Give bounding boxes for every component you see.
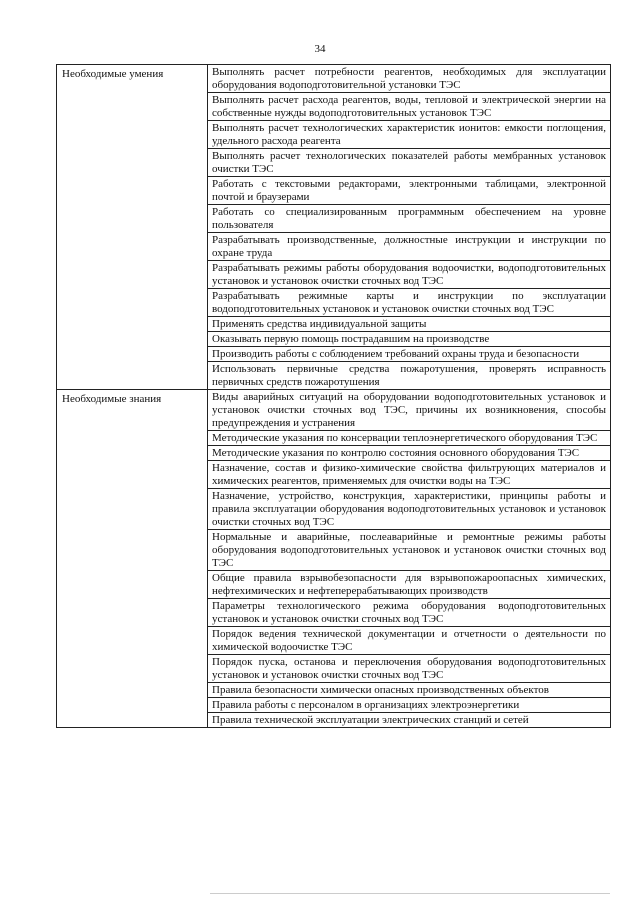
list-item: Разрабатывать производственные, должностные инструкции и инструкции по охране труда [208,233,610,261]
list-item: Правила технической эксплуатации электрических станций и сетей [212,714,529,726]
list-item: Работать с текстовыми редакторами, электронными таблицами, электронной почтой и браузерами [208,177,610,205]
list-item: Общие правила взрывобезопасности для взрывопожароопасных химических, нефтехимических и нефтеперерабатывающих производств [208,571,610,599]
section-label-knowledge: Необходимые знания [57,390,208,728]
list-item: Применять средства индивидуальной защиты [208,317,610,332]
list-item: Нормальные и аварийные, послеаварийные и ремонтные режимы работы оборудования водоподготовительных установок и установок очистки сточных вод ТЭС [208,530,610,571]
page-edge-line [210,893,610,895]
table-row-knowledge [57,390,611,728]
list-item: Параметры технологического режима оборудования водоподготовительных установок и установок очистки сточных вод ТЭС [208,599,610,627]
list-item: Виды аварийных ситуаций на оборудовании водоподготовительных установок и установок очистки сточных вод ТЭС, причины их возникновения, способы предупреждения и устранения [208,390,610,431]
list-item: Порядок пуска, останова и переключения оборудования водоподготовительных установок и установок очистки сточных вод ТЭС [208,655,610,683]
list-item: Назначение, устройство, конструкция, характеристики, принципы работы и правила эксплуатации оборудования водоподготовительных установок и установок очистки сточных вод ТЭС [208,489,610,530]
list-item: Разрабатывать режимы работы оборудования водоочистки, водоподготовительных установок и установок очистки сточных вод ТЭС [208,261,610,289]
list-item: Использовать первичные средства пожаротушения, проверять исправность первичных средств пожаротушения [212,363,606,388]
list-item: Правила работы с персоналом в организациях электроэнергетики [208,698,610,713]
list-item: Методические указания по консервации теплоэнергетического оборудования ТЭС [208,431,610,446]
list-item: Выполнять расчет потребности реагентов, необходимых для эксплуатации оборудования водоподготовительной установки ТЭС [208,65,610,93]
list-item: Разрабатывать режимные карты и инструкции по эксплуатации водоподготовительных установок и установок очистки сточных вод ТЭС [208,289,610,317]
list-item: Выполнять расчет расхода реагентов, воды, тепловой и электрической энергии на собственные нужды водоподготовительных установок ТЭС [208,93,610,121]
list-item: Методические указания по контролю состояния основного оборудования ТЭС [208,446,610,461]
list-item: Назначение, состав и физико-химические свойства фильтрующих материалов и химических реагентов, применяемых для очистки воды на ТЭС [208,461,610,489]
list-item: Правила безопасности химически опасных производственных объектов [208,683,610,698]
skills-list [208,65,611,390]
list-item: Производить работы с соблюдением требований охраны труда и безопасности [208,347,610,362]
list-item: Работать со специализированным программным обеспечением на уровне пользователя [208,205,610,233]
page-number: 34 [314,43,326,55]
table-row-skills [57,65,611,390]
list-item: Порядок ведения технической документации и отчетности о деятельности по химической водоочистке ТЭС [208,627,610,655]
section-label-skills: Необходимые умения [57,65,208,390]
list-item: Выполнять расчет технологических показателей работы мембранных установок очистки ТЭС [208,149,610,177]
list-item: Выполнять расчет технологических характеристик ионитов: емкости поглощения, удельного расхода реагента [208,121,610,149]
requirements-table [56,64,611,728]
knowledge-list [208,390,611,728]
list-item: Оказывать первую помощь пострадавшим на производстве [208,332,610,347]
